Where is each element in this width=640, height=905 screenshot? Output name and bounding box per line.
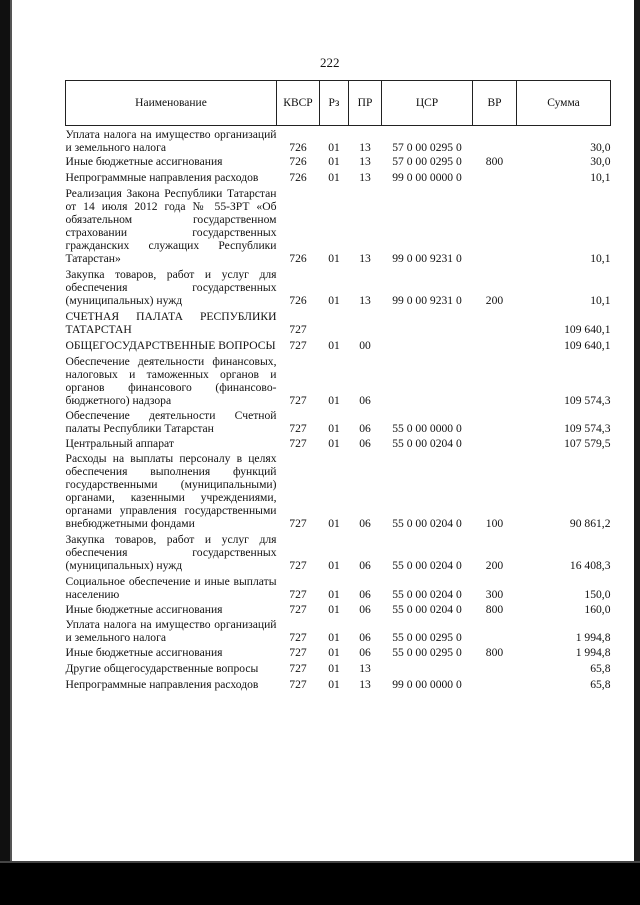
cell-kvsr: 727 — [289, 517, 307, 530]
cell-csr — [382, 352, 473, 407]
cell-pr: 13 — [359, 678, 371, 691]
cell-vr — [473, 307, 517, 336]
cell-rz: 01 — [328, 171, 340, 184]
cell-csr: 99 0 00 9231 0 — [392, 252, 462, 265]
cell-rz: 01 — [328, 422, 340, 435]
cell-csr: 55 0 00 0295 0 — [392, 631, 462, 644]
cell-kvsr: 727 — [289, 631, 307, 644]
table-row — [66, 154, 611, 168]
cell-vr — [473, 336, 517, 352]
table-row — [66, 184, 611, 265]
cell-name: Расходы на выплаты персоналу в целях обеспечения выполнения функций государственными (муниципальными) органами, казенными учреждениями, органами управления государственными внебюджетными фондами — [65, 452, 277, 530]
cell-csr: 57 0 00 0295 0 — [392, 155, 462, 168]
cell-vr: 800 — [485, 155, 504, 168]
header-rz: Рз — [320, 81, 349, 126]
cell-sum: 90 861,2 — [569, 517, 611, 530]
cell-name: Иные бюджетные ассигнования — [65, 155, 223, 168]
cell-pr: 06 — [359, 394, 371, 407]
cell-sum: 65,8 — [590, 662, 611, 675]
cell-name: Непрограммные направления расходов — [65, 678, 259, 691]
cell-vr — [473, 184, 517, 265]
cell-csr: 55 0 00 0204 0 — [392, 437, 462, 450]
cell-name: ОБЩЕГОСУДАРСТВЕННЫЕ ВОПРОСЫ — [65, 339, 276, 352]
cell-sum: 1 994,8 — [575, 646, 611, 659]
cell-pr: 06 — [359, 517, 371, 530]
cell-name: Непрограммные направления расходов — [65, 171, 259, 184]
cell-csr: 55 0 00 0204 0 — [392, 588, 462, 601]
cell-pr: 06 — [359, 588, 371, 601]
cell-name: Уплата налога на имущество организаций и земельного налога — [65, 128, 277, 154]
cell-kvsr: 726 — [289, 252, 307, 265]
cell-sum: 30,0 — [590, 141, 611, 154]
cell-rz: 01 — [328, 252, 340, 265]
cell-pr: 13 — [359, 141, 371, 154]
table-row — [66, 644, 611, 659]
table-row — [66, 407, 611, 435]
table-row — [66, 601, 611, 616]
cell-pr: 06 — [359, 603, 371, 616]
cell-pr: 13 — [359, 252, 371, 265]
table-row — [66, 265, 611, 307]
cell-vr — [473, 168, 517, 184]
cell-csr: 57 0 00 0295 0 — [392, 141, 462, 154]
cell-rz: 01 — [328, 141, 340, 154]
page-number: 222 — [320, 55, 340, 70]
cell-pr: 06 — [359, 631, 371, 644]
cell-rz: 01 — [328, 559, 340, 572]
cell-vr: 200 — [485, 559, 504, 572]
cell-name: Обеспечение деятельности Счетной палаты Республики Татарстан — [65, 409, 277, 435]
table-header-row — [66, 81, 611, 126]
cell-kvsr: 727 — [289, 603, 307, 616]
cell-kvsr: 727 — [289, 437, 307, 450]
header-kvsr: КВСР — [277, 81, 320, 126]
table-row — [66, 659, 611, 675]
cell-vr — [473, 407, 517, 435]
cell-vr — [473, 352, 517, 407]
table-row — [66, 616, 611, 644]
cell-sum: 10,1 — [590, 171, 611, 184]
cell-kvsr: 727 — [289, 646, 307, 659]
cell-name: Закупка товаров, работ и услуг для обеспечения государственных (муниципальных) нужд — [65, 268, 277, 307]
cell-rz: 01 — [328, 394, 340, 407]
table-row — [66, 336, 611, 352]
cell-kvsr: 726 — [289, 294, 307, 307]
scan-left-edge-shadow — [10, 0, 12, 905]
cell-csr — [382, 307, 473, 336]
cell-kvsr: 727 — [289, 422, 307, 435]
cell-kvsr: 727 — [289, 678, 307, 691]
header-csr: ЦСР — [382, 81, 473, 126]
cell-vr: 800 — [485, 603, 504, 616]
cell-vr — [473, 435, 517, 450]
table-row — [66, 530, 611, 572]
cell-kvsr: 727 — [289, 559, 307, 572]
cell-pr: 13 — [359, 294, 371, 307]
header-vr: ВР — [473, 81, 517, 126]
cell-sum: 150,0 — [584, 588, 611, 601]
cell-sum: 16 408,3 — [569, 559, 611, 572]
cell-pr: 06 — [359, 646, 371, 659]
cell-pr: 13 — [359, 155, 371, 168]
cell-kvsr: 727 — [289, 394, 307, 407]
cell-csr: 55 0 00 0204 0 — [392, 517, 462, 530]
cell-rz: 01 — [328, 517, 340, 530]
cell-rz: 01 — [328, 339, 340, 352]
cell-name: Социальное обеспечение и иные выплаты населению — [65, 575, 277, 601]
cell-rz: 01 — [328, 631, 340, 644]
cell-kvsr: 727 — [289, 662, 307, 675]
table-row — [66, 307, 611, 336]
table-row — [66, 572, 611, 601]
header-sum: Сумма — [517, 81, 611, 126]
cell-kvsr: 726 — [289, 141, 307, 154]
cell-sum: 109 640,1 — [564, 323, 611, 336]
cell-kvsr: 727 — [289, 339, 307, 352]
cell-name: Центральный аппарат — [65, 437, 174, 450]
cell-rz: 01 — [328, 588, 340, 601]
cell-pr: 06 — [359, 437, 371, 450]
cell-sum: 10,1 — [590, 294, 611, 307]
scan-left-edge — [0, 0, 10, 905]
cell-pr: 06 — [359, 422, 371, 435]
cell-csr: 99 0 00 9231 0 — [392, 294, 462, 307]
cell-rz: 01 — [328, 155, 340, 168]
cell-sum: 160,0 — [584, 603, 611, 616]
cell-vr: 200 — [485, 294, 504, 307]
cell-vr: 800 — [485, 646, 504, 659]
table-row — [66, 126, 611, 155]
scan-right-edge — [634, 0, 640, 905]
cell-vr: 100 — [485, 517, 504, 530]
cell-rz: 01 — [328, 662, 340, 675]
cell-csr: 99 0 00 0000 0 — [392, 678, 462, 691]
cell-kvsr: 726 — [289, 155, 307, 168]
cell-name: Обеспечение деятельности финансовых, налоговых и таможенных органов и органов финансового (финансово-бюджетного) надзора — [65, 355, 277, 407]
cell-sum: 65,8 — [590, 678, 611, 691]
cell-csr — [382, 336, 473, 352]
cell-name: Уплата налога на имущество организаций и земельного налога — [65, 618, 277, 644]
budget-table — [65, 80, 611, 691]
cell-csr: 55 0 00 0204 0 — [392, 559, 462, 572]
cell-rz: 01 — [328, 294, 340, 307]
cell-rz: 01 — [328, 437, 340, 450]
cell-sum: 107 579,5 — [564, 437, 611, 450]
cell-vr — [473, 126, 517, 155]
cell-name: Иные бюджетные ассигнования — [65, 646, 223, 659]
header-pr: ПР — [349, 81, 382, 126]
cell-pr: 06 — [359, 559, 371, 572]
cell-rz: 01 — [328, 678, 340, 691]
table-row — [66, 435, 611, 450]
cell-vr — [473, 675, 517, 691]
cell-name: Другие общегосударственные вопросы — [65, 662, 259, 675]
cell-csr: 55 0 00 0000 0 — [392, 422, 462, 435]
cell-pr: 13 — [359, 171, 371, 184]
header-name: Наименование — [66, 81, 277, 126]
cell-csr — [382, 659, 473, 675]
cell-vr — [473, 616, 517, 644]
table-row — [66, 450, 611, 530]
cell-sum: 109 574,3 — [564, 394, 611, 407]
cell-kvsr: 726 — [289, 171, 307, 184]
table-row — [66, 168, 611, 184]
cell-vr: 300 — [485, 588, 504, 601]
cell-rz — [320, 307, 349, 336]
cell-name: СЧЕТНАЯ ПАЛАТА РЕСПУБЛИКИ ТАТАРСТАН — [65, 310, 277, 336]
cell-vr — [473, 659, 517, 675]
cell-sum: 109 640,1 — [564, 339, 611, 352]
scan-bottom-edge — [0, 863, 640, 905]
cell-name: Реализация Закона Республики Татарстан от 14 июля 2012 года № 55-ЗРТ «Об обязательном государственном страховании государственных гражданских служащих Республики Татарстан» — [65, 187, 277, 265]
cell-name: Иные бюджетные ассигнования — [65, 603, 223, 616]
cell-pr: 13 — [359, 662, 371, 675]
cell-sum: 109 574,3 — [564, 422, 611, 435]
cell-csr: 55 0 00 0204 0 — [392, 603, 462, 616]
cell-kvsr: 727 — [289, 323, 307, 336]
cell-csr: 99 0 00 0000 0 — [392, 171, 462, 184]
cell-name: Закупка товаров, работ и услуг для обеспечения государственных (муниципальных) нужд — [65, 533, 277, 572]
cell-rz: 01 — [328, 603, 340, 616]
table-row — [66, 675, 611, 691]
cell-csr: 55 0 00 0295 0 — [392, 646, 462, 659]
cell-pr: 00 — [359, 339, 371, 352]
cell-pr — [349, 307, 382, 336]
table-row — [66, 352, 611, 407]
cell-sum: 1 994,8 — [575, 631, 611, 644]
cell-rz: 01 — [328, 646, 340, 659]
cell-kvsr: 727 — [289, 588, 307, 601]
cell-sum: 10,1 — [590, 252, 611, 265]
cell-sum: 30,0 — [590, 155, 611, 168]
